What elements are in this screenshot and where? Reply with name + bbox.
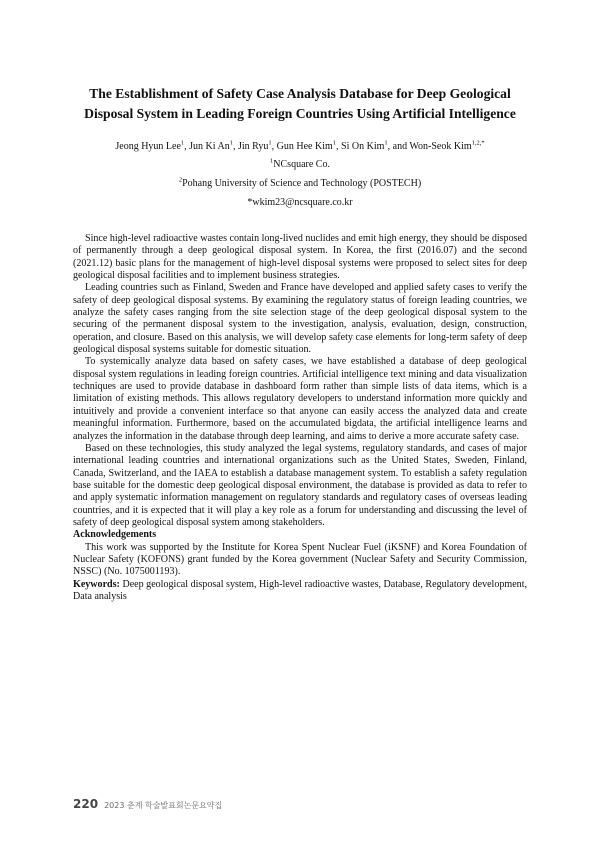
author-affiliation-marker: 1	[384, 139, 388, 147]
conference-name: 2023 춘계 학술발표회논문요약집	[104, 801, 223, 810]
affiliation-text: Pohang University of Science and Technology (POSTECH)	[182, 178, 422, 189]
affiliation-marker: 1	[270, 157, 274, 165]
paper-title	[60, 84, 540, 124]
page-footer	[73, 793, 222, 812]
abstract-paragraph: Based on these technologies, this study analyzed the legal systems, regulatory standards, and cases of major international leading countries and international organizations such as the United States, Sweden, Finland, Canada, Switzerland, and the IAEA to establish a database management system. To establish a safety regulation base suitable for the domestic deep geological disposal environment, the database is provided as data to refer to and apply systematic information management on regulatory standards and regulatory cases of overseas leading countries, and it is expected that it will play a key role as a forum for understanding and discussing the level of safety of deep geological disposal system among stakeholders.	[73, 442, 527, 528]
acknowledgements-text: This work was supported by the Institute for Korea Spent Nuclear Fuel (iKSNF) and Korea Foundation of Nuclear Safety (KOFONS) grant funded by the Korea government (Nuclear Safety and Security Commission, NSSC) (No. 1075001193).	[73, 541, 527, 578]
title-line-2: Disposal System in Leading Foreign Countries Using Artificial Intelligence	[84, 106, 516, 121]
author-affiliation-marker: 1,2,*	[471, 139, 485, 147]
affiliation-text: NCsquare Co.	[273, 159, 330, 170]
author-affiliation-marker: 1	[180, 139, 185, 147]
title-line-1: The Establishment of Safety Case Analysis Database for Deep Geological	[89, 86, 511, 101]
keywords	[73, 579, 527, 604]
author-name: Gun Hee Kim	[276, 141, 333, 152]
abstract-paragraph: Leading countries such as Finland, Sweden and France have developed and applied safety cases to verify the safety of deep geological disposal systems. By examining the regulatory status of foreign leading countries, we analyze the safety cases ranging from the site selection stage of the deep geological disposal system to the securing of the permanent disposal system to the investigation, analysis, evaluation, design, construction, operation, and closure. Based on this analysis, we will develop safety case elements for long-term safety of deep geological disposal systems suitable for domestic situation.	[73, 282, 527, 356]
author-name: Jun Ki An	[189, 141, 230, 152]
author-list: Jeong Hyun Lee$^1$, Jun Ki An$^1$, Jin Ryu$^1$, Gun Hee Kim$^1$, Si On Kim$^1$, and Won-Seok Kim$^{1,2,*}$	[115, 139, 485, 152]
author-name: Won-Seok Kim	[409, 141, 472, 152]
affiliation-marker: 2	[178, 176, 183, 184]
affiliation-1	[60, 158, 540, 172]
acknowledgements-heading: Acknowledgements	[73, 529, 157, 541]
keywords-text: Deep geological disposal system, High-level radioactive wastes, Database, Regulatory development, Data analysis	[73, 578, 527, 602]
author-name: Jin Ryu	[237, 141, 269, 152]
affiliation-2	[60, 177, 540, 191]
abstract-body	[73, 233, 527, 603]
author-name: Jeong Hyun Lee	[115, 141, 181, 152]
author-name: Si On Kim	[341, 141, 385, 152]
corresponding-email: *wkim23@ncsquare.co.kr	[247, 197, 353, 208]
author-affiliation-marker: 1	[229, 139, 233, 147]
author-affiliation-marker: 1	[332, 139, 337, 147]
page-number: 220	[73, 797, 99, 811]
abstract-paragraph: Since high-level radioactive wastes contain long-lived nuclides and emit high energy, they should be disposed of permanently through a deep geological disposal system. In Korea, the first (2016.07) and the second (2021.12) basic plans for the management of high-level disposal systems were proposed to select sites for deep geological disposal facilities and to implement business strategies.	[73, 233, 527, 282]
author-affiliation-marker: 1	[268, 139, 272, 147]
abstract-paragraph: To systemically analyze data based on safety cases, we have established a database of deep geological disposal system regulations in leading foreign countries. Artificial intelligence text mining and data visualization techniques are used to provide database in dashboard form rather than simple lists of data items, which is a limitation of existing methods. This allows regulatory developers to understand information more quickly and intuitively and provide a convenient interface so that anyone can easily access the analyzed data and create meaningful information. Furthermore, based on the accumulated bigdata, the artificial intelligence learns and analyzes the information in the database through deep learning, and aims to derive a more accurate safety case.	[73, 356, 527, 442]
keywords-label: Keywords:	[73, 578, 120, 590]
